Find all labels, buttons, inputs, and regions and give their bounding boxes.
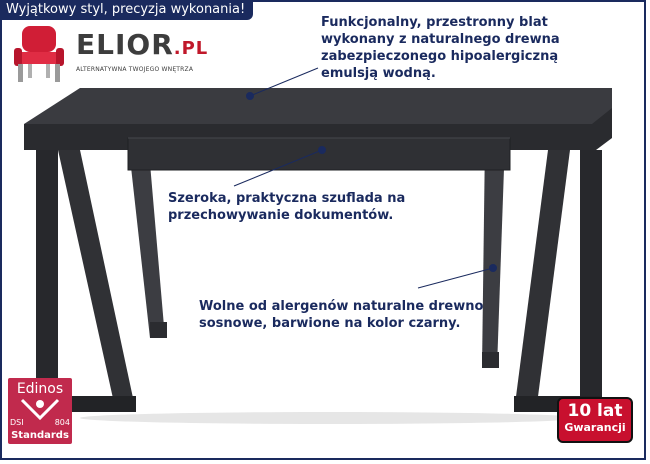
front-left-leg-diagonal bbox=[58, 150, 136, 412]
annotation-legs: Wolne od alergenów naturalne drewno sosnowe, barwione na kolor czarny. bbox=[199, 299, 484, 331]
elior-logo bbox=[10, 22, 209, 92]
edinos-code: 804 bbox=[54, 418, 70, 427]
guarantee-years: 10 lat bbox=[567, 401, 623, 421]
pointer-dot-drawer bbox=[318, 146, 326, 154]
floor-shadow bbox=[80, 412, 580, 424]
top-banner bbox=[0, 0, 253, 20]
pointer-dot-legs bbox=[489, 264, 497, 272]
pointer-dot-top bbox=[246, 92, 254, 100]
chair-icon bbox=[10, 22, 70, 86]
edinos-dsi: DSI bbox=[10, 418, 24, 427]
guarantee-label: Gwarancji bbox=[564, 421, 626, 434]
logo-tagline: ALTERNATYWNA TWOJEGO WNĘTRZA bbox=[76, 66, 194, 73]
logo-wordmark: ELIOR.PL bbox=[76, 28, 209, 61]
edinos-standards-badge bbox=[8, 378, 72, 444]
front-right-leg-diagonal bbox=[514, 150, 570, 412]
front-left-leg-post bbox=[36, 150, 58, 412]
drawer bbox=[128, 138, 510, 170]
pointer-line-legs bbox=[418, 268, 493, 288]
front-right-leg-post bbox=[580, 150, 602, 412]
back-right-leg bbox=[482, 140, 505, 368]
guarantee-badge bbox=[557, 397, 633, 443]
annotation-desk-top: Funkcjonalny, przestronny blat wykonany z naturalnego drewna zabezpieczonego hipoalergiczną emulsją wodną. bbox=[321, 15, 560, 81]
annotation-drawer: Szeroka, praktyczna szuflada na przechowywanie dokumentów. bbox=[168, 191, 406, 223]
certification-mark-icon bbox=[20, 398, 60, 420]
edinos-title: Edinos bbox=[16, 381, 64, 397]
banner-text: Wyjątkowy styl, precyzja wykonania! bbox=[6, 2, 246, 17]
edinos-standards: Standards bbox=[11, 430, 69, 441]
